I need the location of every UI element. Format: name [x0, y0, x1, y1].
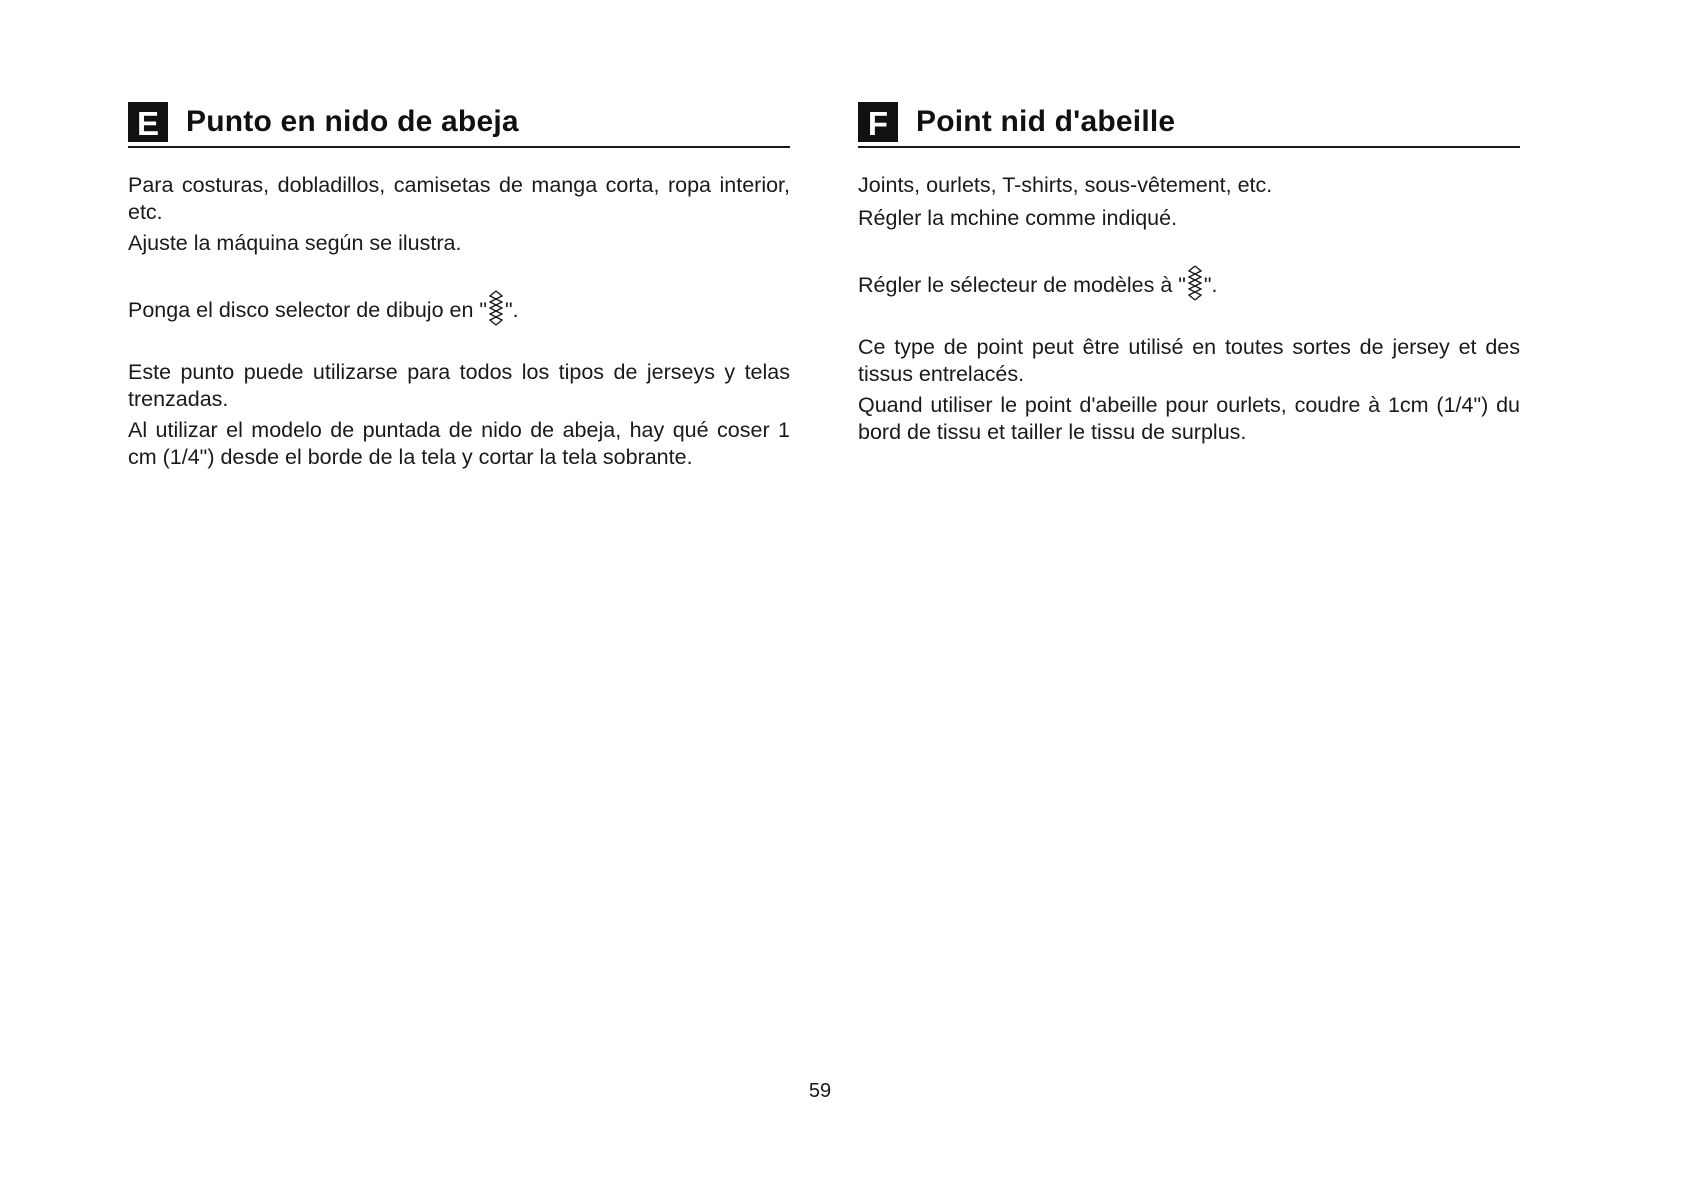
pattern-setting-es [128, 290, 790, 326]
language-badge-fr: F [858, 102, 898, 142]
setting-prefix-fr: Régler le sélecteur de modèles à " [858, 273, 1186, 297]
uses-paragraph-es: Para costuras, dobladillos, camisetas de manga corta, ropa interior, etc. [128, 173, 790, 224]
setting-suffix-es: ". [505, 298, 519, 322]
french-section [858, 102, 1520, 446]
language-badge-es: E [128, 102, 168, 142]
jersey-paragraph-es: Este punto puede utilizarse para todos los tipos de jerseys y telas trenzadas. [128, 360, 790, 411]
pattern-setting-fr [858, 265, 1520, 301]
spanish-section [128, 102, 790, 471]
hem-paragraph-es: Al utilizar el modelo de puntada de nido de abeja, hay qué coser 1 cm (1/4") desde el borde de la tela y cortar la tela sobrante. [128, 418, 790, 469]
adjust-paragraph-fr: Régler la mchine comme indiqué. [858, 206, 1178, 230]
setting-prefix-es: Ponga el disco selector de dibujo en " [128, 298, 488, 322]
honeycomb-stitch-icon [489, 290, 503, 326]
hem-paragraph-fr: Quand utiliser le point d'abeille pour ourlets, coudre à 1cm (1/4") du bord de tissu et tailler le tissu de surplus. [858, 393, 1520, 444]
adjust-paragraph-es: Ajuste la máquina según se ilustra. [128, 231, 462, 255]
page-number: 59 [808, 1080, 832, 1102]
section-heading-fr [858, 102, 1520, 148]
honeycomb-stitch-icon [1188, 265, 1202, 301]
jersey-paragraph-fr: Ce type de point peut être utilisé en toutes sortes de jersey et des tissus entrelacés. [858, 335, 1520, 386]
uses-paragraph-fr: Joints, ourlets, T-shirts, sous-vêtement, etc. [858, 173, 1273, 197]
section-title-fr: Point nid d'abeille [916, 105, 1176, 138]
section-heading-es [128, 102, 790, 148]
section-title-es: Punto en nido de abeja [186, 105, 519, 138]
setting-suffix-fr: ". [1203, 273, 1218, 297]
